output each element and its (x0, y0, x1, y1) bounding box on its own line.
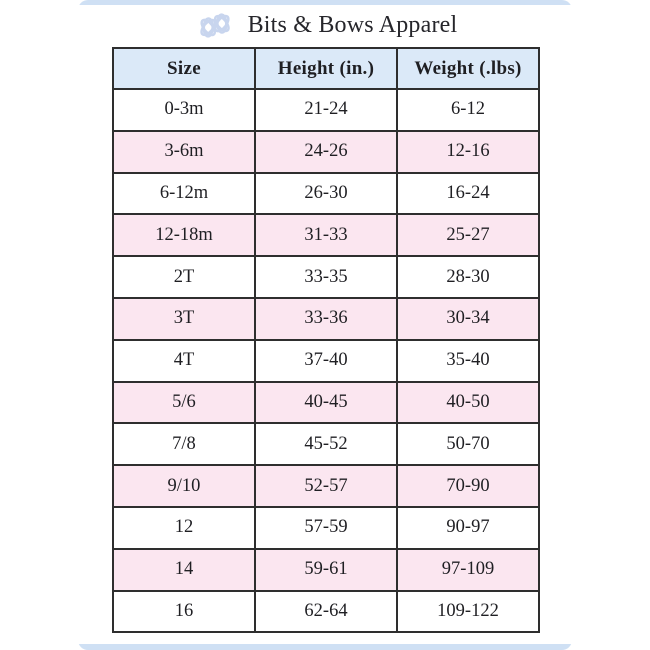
table-cell: 6-12 (397, 89, 539, 131)
table-row (113, 465, 539, 507)
table-cell: 2T (113, 256, 255, 298)
table-row (113, 89, 539, 131)
size-chart-table (112, 47, 540, 633)
bow-icon (193, 9, 239, 42)
table-cell: 12-16 (397, 131, 539, 173)
table-cell: 5/6 (113, 382, 255, 424)
table-cell: 70-90 (397, 465, 539, 507)
table-cell: 109-122 (397, 591, 539, 633)
table-cell: 33-36 (255, 298, 397, 340)
table-cell: 16-24 (397, 173, 539, 215)
table-cell: 7/8 (113, 423, 255, 465)
table-cell: 90-97 (397, 507, 539, 549)
table-cell: 31-33 (255, 214, 397, 256)
table-cell: 0-3m (113, 89, 255, 131)
table-cell: 12 (113, 507, 255, 549)
table-cell: 40-50 (397, 382, 539, 424)
table-cell: 24-26 (255, 131, 397, 173)
table-cell: 33-35 (255, 256, 397, 298)
table-cell: 40-45 (255, 382, 397, 424)
table-cell: 45-52 (255, 423, 397, 465)
table-row (113, 173, 539, 215)
table-cell: 12-18m (113, 214, 255, 256)
table-cell: 62-64 (255, 591, 397, 633)
table-row (113, 256, 539, 298)
table-row (113, 549, 539, 591)
table-row (113, 423, 539, 465)
page-title: Bits & Bows Apparel (247, 11, 458, 38)
header-row (113, 48, 539, 89)
title-bar (0, 6, 650, 44)
table-header (113, 48, 539, 89)
table-row (113, 214, 539, 256)
table-cell: 52-57 (255, 465, 397, 507)
table-cell: 21-24 (255, 89, 397, 131)
table-cell: 28-30 (397, 256, 539, 298)
table-cell: 57-59 (255, 507, 397, 549)
column-header-height: Height (in.) (255, 48, 397, 89)
table-cell: 4T (113, 340, 255, 382)
table-cell: 9/10 (113, 465, 255, 507)
table-cell: 97-109 (397, 549, 539, 591)
column-header-size: Size (113, 48, 255, 89)
column-header-weight: Weight (.lbs) (397, 48, 539, 89)
table-cell: 30-34 (397, 298, 539, 340)
table-row (113, 340, 539, 382)
table-cell: 37-40 (255, 340, 397, 382)
table-cell: 16 (113, 591, 255, 633)
table-cell: 14 (113, 549, 255, 591)
table-row (113, 382, 539, 424)
table-cell: 50-70 (397, 423, 539, 465)
table-row (113, 507, 539, 549)
table-cell: 3-6m (113, 131, 255, 173)
table-cell: 26-30 (255, 173, 397, 215)
table-row (113, 131, 539, 173)
table-cell: 25-27 (397, 214, 539, 256)
table-cell: 59-61 (255, 549, 397, 591)
table-body (113, 89, 539, 632)
table-cell: 35-40 (397, 340, 539, 382)
table-cell: 3T (113, 298, 255, 340)
table-cell: 6-12m (113, 173, 255, 215)
table-row (113, 591, 539, 633)
table-row (113, 298, 539, 340)
